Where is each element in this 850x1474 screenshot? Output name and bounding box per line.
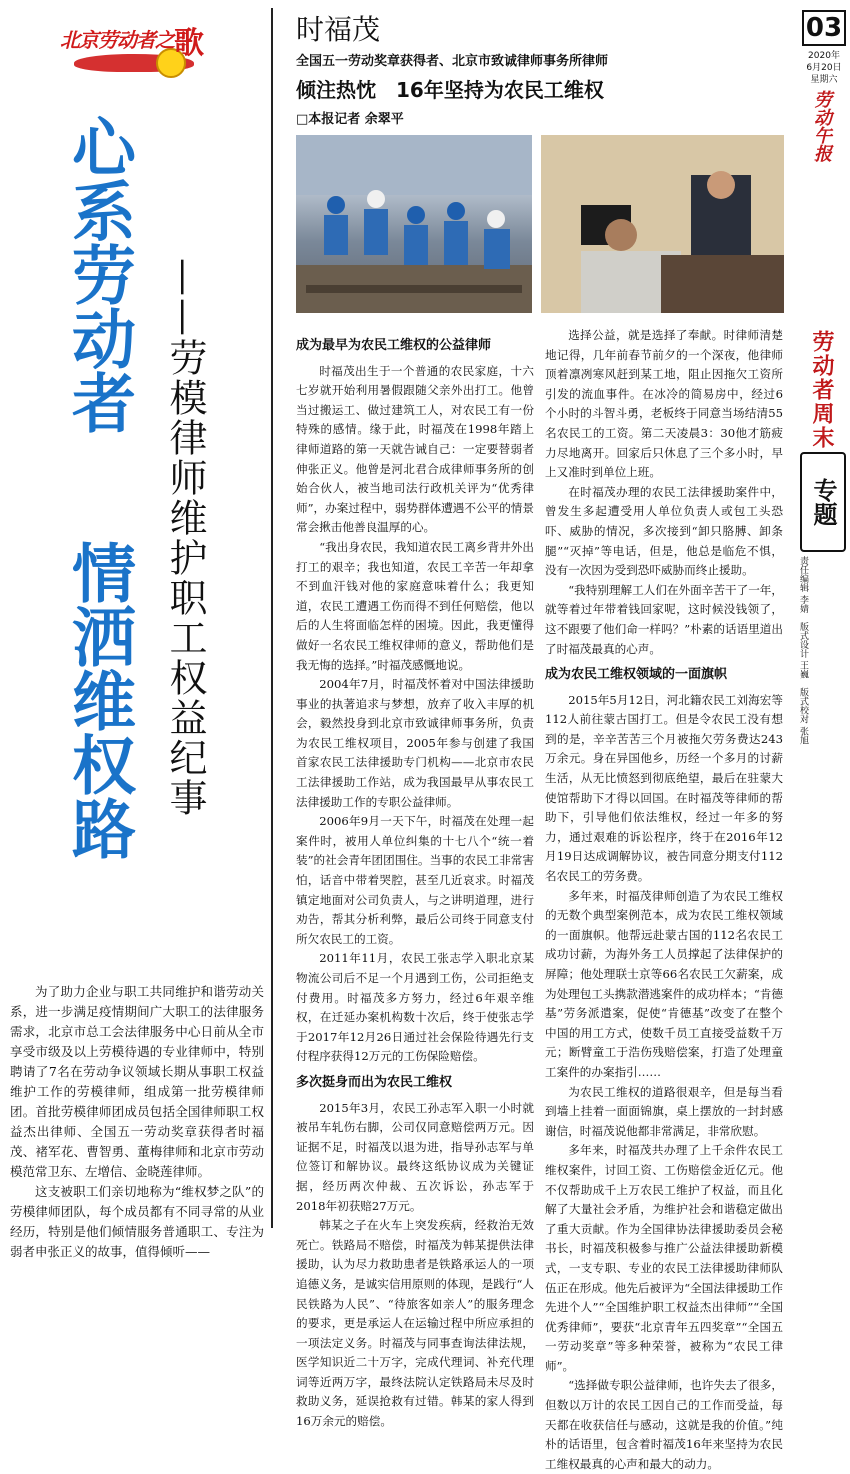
intro-paragraph: 这支被职工们亲切地称为“维权梦之队”的劳模律师团队，每个成员都有不同寻常的从业经历，特别是他们倾情服务普通职工、专注为弱者申张正义的故事，值得倾听—— <box>10 1184 264 1259</box>
editor-credits: 责任编辑 李婧 版式设计 王巍 版式校对 张旭 <box>798 556 808 745</box>
photo-workers-meeting <box>296 135 532 313</box>
masthead-logo <box>60 18 220 82</box>
paragraph: 2015年5月12日，河北籍农民工刘海宏等112人前往蒙古国打工。但是令农民工没有想到的是，辛辛苦苦三个月被拖欠劳务费达243万余元。身在异国他乡，历经一个多月的讨薪生活，从无比愤怒到彻底绝望，最后在驻蒙大使馆帮助下才得以回国。在时福茂等律师的帮助下，引导他们依法维权，经过一年多的努力，通过艰难的诉讼程序，终于在2016年12月19日达成调解协议，被告同意分期支付112名农民工的劳务费。 <box>545 692 783 884</box>
issue-day: 6月20日 <box>806 63 842 73</box>
logo-text: 北京劳动者之 <box>60 28 174 52</box>
paragraph: 在时福茂办理的农民工法律援助案件中，曾发生多起遭受用人单位负责人或包工头恐吓、威胁的情况，多次接到“卸只胳膊、卸条腿”“灭掉”等电话，但是，他总是临危不惧，没有一次因为受到恐吓威胁而终止援助。 <box>545 484 783 578</box>
paragraph: “选择做专职公益律师，也许失去了很多，但数以万计的农民工因自己的工作而受益，每天都在收获信任与感动，这就是我的价值。”纯朴的话语里，包含着时福茂16年来坚持为农民工维权最真的心声和最大的动力。 <box>545 1378 783 1471</box>
page-number: 03 <box>802 10 846 46</box>
person-title: 全国五一劳动奖章获得者、北京市致诚律师事务所律师 <box>296 54 609 69</box>
person-name: 时福茂 <box>296 13 381 46</box>
article-column-2 <box>545 326 783 1471</box>
paragraph: 2006年9月一天下午，时福茂在处理一起案件时，被用人单位纠集的十七八个“统一着装”的社会青年团团围住。当事的农民工非常害怕，话音中带着哭腔，甚至几近哀求。时福茂镇定地面对公司负责人，与之讲明道理，进行劝告，帮其分析利弊，最后公司终于同意支付所欠农民工的工资。 <box>296 814 534 946</box>
issue-weekday: 星期六 <box>810 75 838 85</box>
intro-text <box>10 982 264 1262</box>
subtitle-vertical: ——劳模律师维护职工权益纪事 <box>163 258 207 818</box>
paragraph: 时福茂出生于一个普通的农民家庭，十六七岁就开始利用暑假跟随父亲外出打工。他曾当过搬运工、做过建筑工人，对农民工有一份特殊的感情。缘于此，时福茂在1998年踏上律师道路的第一天就告诫自己：一定要替弱者伸张正义。他曾是河北君合成律师事务所的创始合伙人，被当地司法行政机关评为“优秀律师”，办案过程中，弱势群体遭遇不公平的情景常会揪击他善良温厚的心。 <box>296 363 534 535</box>
paragraph: “我特别理解工人们在外面辛苦干了一年，就等着过年带着钱回家呢，这时候没钱领了，这不跟要了他们命一样吗？”朴素的话语里道出了时福茂最真的心声。 <box>545 582 783 656</box>
paragraph: 为农民工维权的道路很艰辛，但是每当看到墙上挂着一面面锦旗，桌上摆放的一封封感谢信，时福茂说他都非常满足，非常欣慰。 <box>545 1084 783 1138</box>
paragraph: 韩某之子在火车上突发疾病，经救治无效死亡。铁路局不赔偿，时福茂为韩某提供法律援助，认为尽力救助患者是铁路承运人的一项追德义务，是诚实信用原则的体现，是践行“人民铁路为人民”、“待旅客如亲人”的服务理念的要求，更是承运人在运输过程中所应承担的一项法定义务。时福茂与同事查询法律法规，医学知识近二十万字，完成代理词、补充代理词等近两万字，最终法院认定铁路局未尽及时救助义务，延误抢救有过错。韩某的家人得到16万余元的赔偿。 <box>296 1218 534 1429</box>
column-divider <box>271 8 273 1228</box>
section-heading: 多次挺身而出为农民工维权 <box>296 1074 453 1090</box>
paragraph: 2004年7月，时福茂怀着对中国法律援助事业的执著追求与梦想，放弃了收入丰厚的机会，毅然投身到北京市致诚律师事务所，负责为农民工维权项目，2005年参与创建了我国首家农民工法律援助专门机构——北京市农民工法律援助工作站，成为我国最早从事农民工法律援助工作的专职公益律师。 <box>296 677 534 809</box>
reporter-byline: □本报记者 余翠平 <box>296 112 404 127</box>
newspaper-name: 劳动午报 <box>811 90 832 162</box>
issue-year: 2020年 <box>808 51 840 61</box>
section-heading: 成为农民工维权领域的一面旗帜 <box>545 667 728 683</box>
section-tag: 专题 <box>800 452 846 552</box>
section-heading: 成为最早为农民工维权的公益律师 <box>296 338 492 353</box>
article-column-1 <box>296 330 534 1429</box>
paragraph: 2011年11月，农民工张志学入职北京某物流公司后不足一个月遇到工伤，公司拒绝支付费用。时福茂多方努力，经过6年艰辛维权，在迁延办案机构数十次后，终于使张志学于2017年12月26日通过社会保险待遇先行支付程序获得12万元的工伤保险赔偿。 <box>296 951 534 1064</box>
paragraph: 多年来，时福茂共办理了上千余件农民工维权案件，讨回工资、工伤赔偿金近亿元。他不仅帮助成千上万农民工维护了权益，而且化解了大量社会矛盾，为维护社会和谐稳定做出了重大贡献。作为全国律协法律援助委员会秘书长，时福茂积极参与推广公益法律援助新模式，一支专职、专业的农民工法律援助律师队伍正在形成。他先后被评为“全国法律援助工作先进个人”“全国维护职工权益杰出律师”“全国优秀律师”，要获“北京青年五四奖章”“全国五一劳动奖章”等多种荣誉，被称为“农民工律师”。 <box>545 1143 783 1373</box>
intro-paragraph: 为了助力企业与职工共同维护和谐劳动关系，进一步满足疫情期间广大职工的法律服务需求，北京市总工会法律服务中心日前从全市享受市级及以上劳模待遇的专业律师中，特别聘请了7名在劳动争议领域长期从事职工权益维护工作的劳模律师，组成第一批劳模律师团。首批劳模律师团成员包括全国律师职工权益杰出律师、全国五一劳动奖章获得者时福茂、褚军花、曹智勇、董梅律师和北京市劳动模范常卫东、左增信、金晓莲律师。 <box>10 984 264 1179</box>
paragraph: “我出身农民，我知道农民工离乡背井外出打工的艰辛；我也知道，农民工辛苦一年却拿不到血汗钱对他的家庭意味着什么；我更知道，农民工遭遇工伤而得不到任何赔偿，他以后的人生将面临怎样的困境。因此，我更懂得做好一名农民工维权律师的意义，帮助他们是我无悔的选择。”时福茂感慨地说。 <box>296 539 534 672</box>
issue-date <box>800 50 848 86</box>
paragraph: 多年来，时福茂律师创造了为农民工维权的无数个典型案例范本，成为农民工维权领域的一面旗帜。他帮远赴蒙古国的112名农民工成功讨薪，为海外务工人员撑起了法律保护的屏障；他处理联士京等66名农民工欠薪案，成为处理包工头携款潜逃案件的成功样本；“肯德基”劳务派遣案，促使“肯德基”改变了在整个中国的用工方式，使数千员工直接受益数千万元；断臂童工于浩伤残赔偿案，打造了处理童工案件的办案指引…… <box>545 888 783 1079</box>
headline-line-2: 情洒维权路 <box>61 540 135 860</box>
headline-line-1: 心系劳动者 <box>61 114 135 434</box>
logo-text-2: 歌 <box>174 26 204 61</box>
article-headline: 倾注热忱 16年坚持为农民工维权 <box>296 78 604 102</box>
section-name: 劳动者周末 <box>809 330 834 450</box>
paragraph: 选择公益，就是选择了奉献。时律师清楚地记得，几年前春节前夕的一个深夜，他律师顶着凛冽寒风赶到某工地，阻止因拖欠工资所引发的流血事件。在冰冷的简易房中，经过6个小时的斗智斗勇，老板终于同意当场结清55名农民工的工资。第二天凌晨3：30他才筋疲力尽地离开。回家后只休息了三个多小时，早上又准时到单位上班。 <box>545 328 783 480</box>
paragraph: 2015年3月，农民工孙志军入职一小时就被吊车轧伤右脚，公司仅同意赔偿两万元。因证据不足，时福茂以退为进，指导孙志军与单位签订和解协议。最终这纸协议成为关键证据，经历两次仲裁、五次诉讼，孙志军于2018年初获赔27万元。 <box>296 1100 534 1213</box>
photo-workers-illustration <box>296 135 532 313</box>
photo-lawyer-consultation <box>541 135 784 313</box>
photo-office-illustration <box>541 135 784 313</box>
